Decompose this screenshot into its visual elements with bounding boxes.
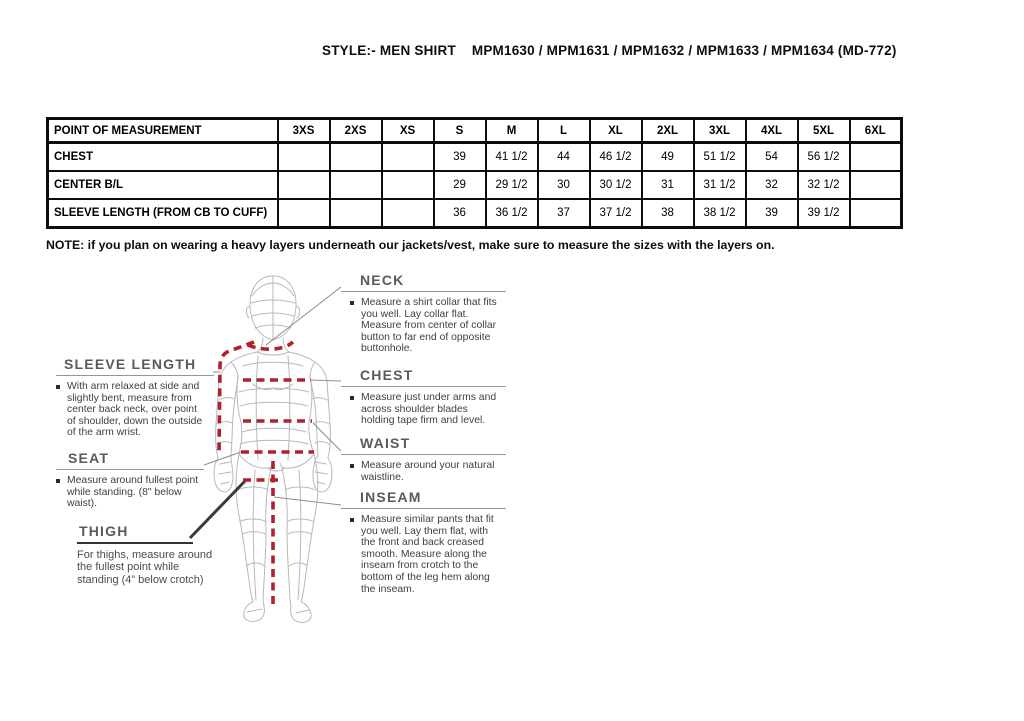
size-value: 39 1/2: [798, 199, 850, 228]
bullet-square-icon: [350, 518, 354, 522]
size-value: 36 1/2: [486, 199, 538, 228]
waist-section-title: WAIST: [341, 435, 506, 455]
size-value: 32 1/2: [798, 171, 850, 199]
waist-leader-line: [313, 423, 341, 451]
column-header: 2XS: [330, 119, 382, 143]
neck-dash-line: [248, 342, 293, 349]
size-value: 49: [642, 143, 694, 172]
size-value: 44: [538, 143, 590, 172]
page-title: [322, 43, 897, 58]
bullet-square-icon: [350, 301, 354, 305]
size-value: [850, 199, 902, 228]
column-header: 3XS: [278, 119, 330, 143]
chest-section-title: CHEST: [341, 367, 506, 387]
seat-section-text: Measure around fullest point while standing. (8" below waist).: [67, 475, 199, 510]
size-value: 31 1/2: [694, 171, 746, 199]
size-value: 32: [746, 171, 798, 199]
size-value: 38 1/2: [694, 199, 746, 228]
bullet-square-icon: [56, 479, 60, 483]
guide-section-thigh: [77, 523, 219, 586]
seat-leader-line: [204, 452, 241, 465]
size-value: 38: [642, 199, 694, 228]
column-header: 6XL: [850, 119, 902, 143]
size-value: 46 1/2: [590, 143, 642, 172]
leader-lines: [204, 287, 341, 505]
seat-section-title: SEAT: [56, 450, 204, 470]
inseam-section-title: INSEAM: [341, 489, 506, 509]
column-header: L: [538, 119, 590, 143]
neck-section-text: Measure a shirt collar that fits you well. Lay collar flat. Measure from center of collar button to far end of opposite buttonhole.: [361, 297, 497, 355]
row-label: SLEEVE LENGTH (FROM CB TO CUFF): [48, 199, 278, 228]
size-chart-table: [46, 117, 903, 229]
table-row: [48, 171, 902, 199]
column-header: M: [486, 119, 538, 143]
column-header: XL: [590, 119, 642, 143]
table-row: [48, 143, 902, 172]
size-value: 37: [538, 199, 590, 228]
neck-leader-line: [266, 287, 341, 345]
size-value: 29: [434, 171, 486, 199]
size-value: [330, 199, 382, 228]
size-value: [382, 143, 434, 172]
size-value: 41 1/2: [486, 143, 538, 172]
bullet-square-icon: [350, 396, 354, 400]
style-label: STYLE:- MEN SHIRT: [322, 43, 456, 58]
guide-section-waist: [341, 435, 506, 483]
guide-section-inseam: [341, 489, 506, 595]
chest-section-text: Measure just under arms and across shoulder blades holding tape firm and level.: [361, 392, 497, 427]
column-header: S: [434, 119, 486, 143]
column-header: 3XL: [694, 119, 746, 143]
guide-section-sleeve-length: [56, 356, 214, 439]
column-header: 2XL: [642, 119, 694, 143]
waist-section-text: Measure around your natural waistline.: [361, 460, 495, 483]
inseam-section-text: Measure similar pants that fit you well. Lay them flat, with the front and back creased smooth. Measure along the inseam from crotch to the bottom of the leg hem along the inseam.: [361, 514, 494, 595]
column-header: 5XL: [798, 119, 850, 143]
guide-section-chest: [341, 367, 506, 427]
measurement-dash-lines: [219, 342, 314, 604]
size-value: [278, 171, 330, 199]
size-value: [850, 171, 902, 199]
size-value: 39: [746, 199, 798, 228]
size-value: 36: [434, 199, 486, 228]
inseam-leader-line: [274, 497, 341, 505]
bullet-square-icon: [56, 385, 60, 389]
size-value: [850, 143, 902, 172]
size-value: [330, 143, 382, 172]
note-text: NOTE: if you plan on wearing a heavy layers underneath our jackets/vest, make sure to measure the sizes with the layers on.: [46, 238, 775, 252]
size-value: 31: [642, 171, 694, 199]
column-header: 4XL: [746, 119, 798, 143]
thigh-section-title: THIGH: [77, 523, 193, 544]
row-label: CHEST: [48, 143, 278, 172]
row-label: CENTER B/L: [48, 171, 278, 199]
size-value: 30: [538, 171, 590, 199]
size-value: [382, 199, 434, 228]
size-value: 39: [434, 143, 486, 172]
bullet-square-icon: [350, 464, 354, 468]
column-header: POINT OF MEASUREMENT: [48, 119, 278, 143]
size-value: 30 1/2: [590, 171, 642, 199]
sleeve-length-section-text: With arm relaxed at side and slightly bent, measure from center back neck, over point of shoulder, down the outside of the arm wrist.: [67, 381, 203, 439]
sleeve-dash-line: [219, 342, 254, 452]
size-value: 56 1/2: [798, 143, 850, 172]
column-header: XS: [382, 119, 434, 143]
thigh-section-text: For thighs, measure around the fullest point while standing (4” below crotch): [77, 549, 213, 586]
body-wireframe: [214, 276, 332, 622]
guide-section-seat: [56, 450, 204, 510]
size-value: [278, 199, 330, 228]
table-header-row: [48, 119, 902, 143]
chest-leader-line: [311, 380, 341, 381]
table-row: [48, 199, 902, 228]
sleeve-length-section-title: SLEEVE LENGTH: [56, 356, 214, 376]
size-value: [382, 171, 434, 199]
size-value: 29 1/2: [486, 171, 538, 199]
size-value: [330, 171, 382, 199]
size-value: 37 1/2: [590, 199, 642, 228]
neck-section-title: NECK: [341, 272, 506, 292]
size-value: [278, 143, 330, 172]
size-value: 51 1/2: [694, 143, 746, 172]
guide-section-neck: [341, 272, 506, 355]
size-value: 54: [746, 143, 798, 172]
style-codes: MPM1630 / MPM1631 / MPM1632 / MPM1633 / MPM1634 (MD-772): [471, 43, 897, 58]
